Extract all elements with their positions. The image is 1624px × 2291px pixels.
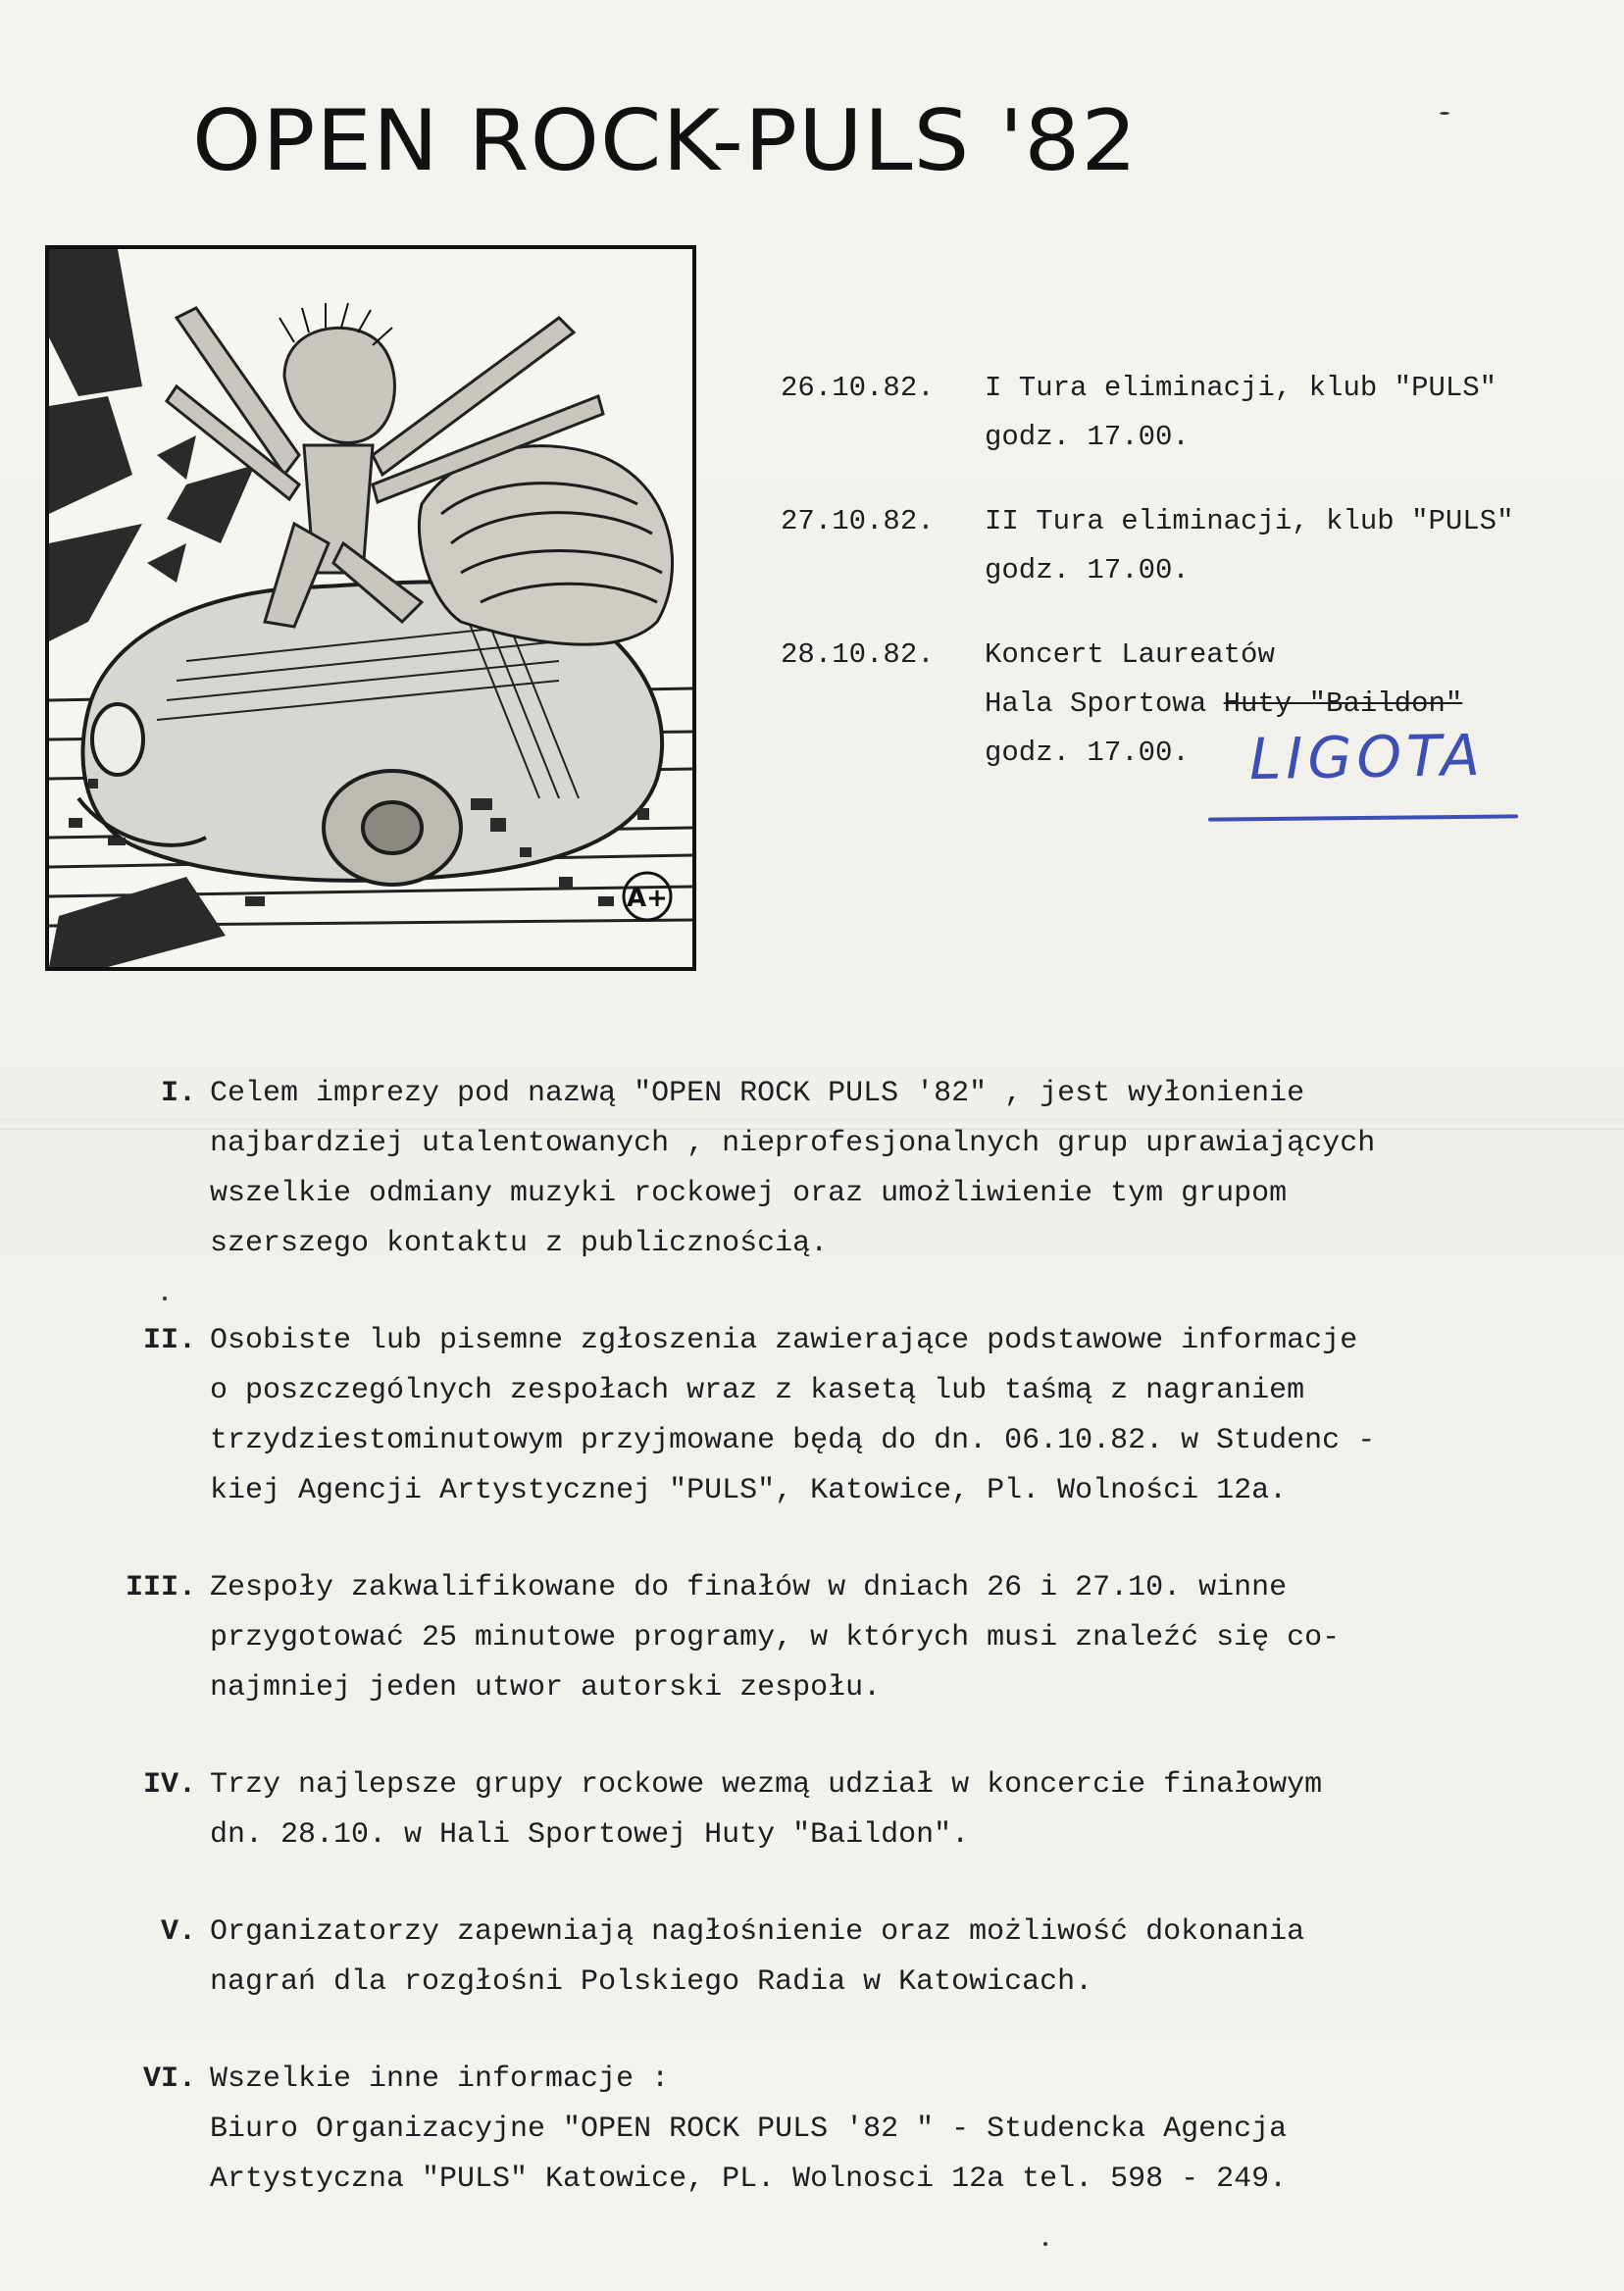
schedule-line-venue <box>985 681 1614 730</box>
rule-number: I. <box>160 1077 196 1110</box>
schedule-date: 26.10.82. <box>781 372 935 404</box>
cover-illustration <box>45 245 696 971</box>
rule-item <box>98 1563 1589 1713</box>
rule-line: Biuro Organizacyjne "OPEN ROCK PULS '82 " - Studencka Agencja <box>210 2113 1288 2146</box>
schedule-line: godz. 17.00. <box>985 737 1190 769</box>
artist-signature <box>624 873 671 920</box>
schedule-entry <box>781 365 1614 463</box>
paper-speck <box>1043 2242 1047 2246</box>
rule-line: Artystyczna "PULS" Katowice, PL. Wolnosci 12a tel. 598 - 249. <box>210 2163 1288 2196</box>
schedule-line: II Tura eliminacji, klub "PULS" <box>985 505 1514 537</box>
rule-line: najmniej jeden utwor autorski zespołu. <box>210 1671 882 1705</box>
rule-line: Wszelkie inne informacje : <box>210 2062 670 2096</box>
rule-line: o poszczególnych zespołach wraz z kasetą lub taśmą z nagraniem <box>210 1374 1305 1407</box>
rule-number: VI. <box>142 2062 196 2096</box>
schedule-date: 27.10.82. <box>781 505 935 537</box>
svg-text:A+: A+ <box>627 884 668 913</box>
handwritten-underline <box>1208 814 1518 821</box>
schedule-entry <box>781 632 1614 779</box>
rule-item <box>98 1316 1589 1516</box>
rule-item <box>98 1760 1589 1860</box>
rule-line: najbardziej utalentowanych , nieprofesjonalnych grup uprawiających <box>210 1127 1376 1160</box>
rule-number: II. <box>142 1324 196 1357</box>
handwritten-venue-note: LIGOTA <box>1248 721 1486 793</box>
paper-speck <box>1440 112 1449 115</box>
rule-item <box>98 2055 1589 2205</box>
rule-line: trzydziestominutowym przyjmowane będą do dn. 06.10.82. w Studenc - <box>210 1424 1376 1457</box>
schedule-line: godz. 17.00. <box>985 554 1190 586</box>
rule-line: Organizatorzy zapewniają nagłośnienie oraz możliwość dokonania <box>210 1915 1305 1949</box>
rule-item <box>98 1069 1589 1269</box>
rule-line: kiej Agencji Artystycznej "PULS", Katowice, Pl. Wolności 12a. <box>210 1474 1288 1507</box>
rule-number: V. <box>160 1915 196 1949</box>
struck-venue-text: Huty "Baildon" <box>1223 687 1463 720</box>
rule-line: Trzy najlepsze grupy rockowe wezmą udział w koncercie finałowym <box>210 1768 1323 1802</box>
flyer-title: OPEN ROCK-PULS '82 <box>192 91 1139 190</box>
rule-line: nagrań dla rozgłośni Polskiego Radia w Katowicach. <box>210 1965 1093 1999</box>
rule-line: Osobiste lub pisemne zgłoszenia zawierające podstawowe informacje <box>210 1324 1358 1357</box>
rule-line: przygotować 25 minutowe programy, w których musi znaleźć się co- <box>210 1621 1341 1655</box>
event-schedule <box>781 365 1614 814</box>
rules-list <box>98 1069 1589 2252</box>
rule-number: IV. <box>142 1768 196 1802</box>
rule-item <box>98 1908 1589 2008</box>
schedule-date: 28.10.82. <box>781 638 935 671</box>
rule-number: III. <box>125 1571 196 1604</box>
rock-car-drawing <box>49 249 692 967</box>
schedule-line: I Tura eliminacji, klub "PULS" <box>985 372 1497 404</box>
schedule-entry <box>781 498 1614 596</box>
car-wing <box>419 446 672 644</box>
rule-line: Zespoły zakwalifikowane do finałów w dniach 26 i 27.10. winne <box>210 1571 1288 1604</box>
rule-line: dn. 28.10. w Hali Sportowej Huty "Baildon". <box>210 1818 970 1852</box>
venue-text: Hala Sportowa <box>985 687 1224 720</box>
schedule-line: godz. 17.00. <box>985 421 1190 453</box>
rule-line: szerszego kontaktu z publicznością. <box>210 1227 829 1260</box>
paper-speck <box>163 1297 167 1300</box>
schedule-line: Koncert Laureatów <box>985 638 1275 671</box>
rule-line: wszelkie odmiany muzyki rockowej oraz umożliwienie tym grupom <box>210 1177 1288 1210</box>
rule-line: Celem imprezy pod nazwą "OPEN ROCK PULS '82" , jest wyłonienie <box>210 1077 1305 1110</box>
